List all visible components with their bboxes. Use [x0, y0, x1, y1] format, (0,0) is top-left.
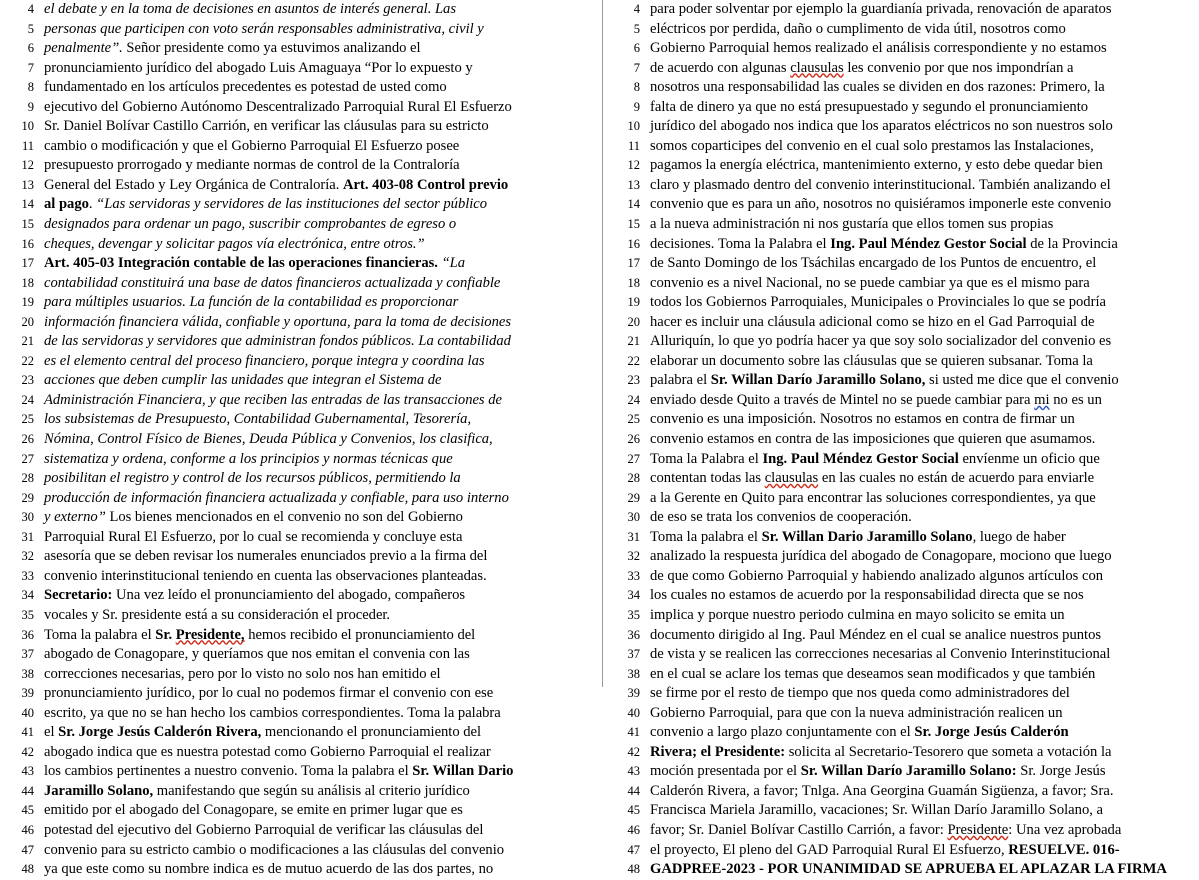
text-line: [4, 528, 600, 548]
line-number: 27: [627, 451, 640, 466]
line-text: el debate y en la toma de decisiones en asuntos de interés general. Las: [44, 1, 456, 17]
line-number: 11: [627, 138, 640, 153]
text-line: [610, 567, 1199, 587]
line-number: 25: [21, 412, 34, 427]
line-number: 9: [633, 99, 640, 114]
text-line: [4, 762, 600, 782]
text-line: [610, 20, 1199, 40]
text-line: [4, 39, 600, 59]
line-text: Alluriquín, lo que yo podría hacer ya que soy solo socializador del convenio es: [650, 333, 1112, 350]
text-line: [4, 59, 600, 79]
text-line: [4, 743, 600, 763]
text-line: [4, 293, 600, 313]
line-number: 15: [21, 217, 34, 232]
line-number: 38: [627, 666, 640, 681]
line-number: 44: [627, 783, 640, 798]
line-number: 19: [21, 295, 34, 310]
line-text: es el elemento central del proceso financiero, porque integra y coordina las: [44, 352, 485, 369]
line-text: de las servidoras y servidores que administran fondos públicos. La contabilidad: [44, 333, 511, 350]
text-line: [610, 117, 1199, 137]
line-text: Calderón Rivera, a favor; Tnlga. Ana Georgina Guamán Sigüenza, a favor; Sra.: [650, 782, 1114, 799]
text-line: [610, 782, 1199, 802]
text-line: [610, 235, 1199, 255]
line-number: 46: [627, 822, 640, 837]
text-line: [610, 59, 1199, 79]
line-number: 43: [627, 764, 640, 779]
line-number: 44: [21, 783, 34, 798]
text-line: [4, 567, 600, 587]
text-line: [610, 684, 1199, 704]
line-number: 5: [27, 21, 34, 36]
line-number: 16: [21, 236, 34, 251]
line-text: moción presentada por el Sr. Willan Darío Jaramillo Solano: Sr. Jorge Jesús: [650, 763, 1106, 780]
line-text: Toma la Palabra el Ing. Paul Méndez Gestor Social envíenme un oficio que: [650, 450, 1100, 467]
line-text: posibilitan el registro y control de los recursos públicos, permitiendo la: [44, 470, 461, 487]
line-text: fundamentado en los artículos precedentes es potestad de usted como: [44, 79, 447, 96]
text-line: [4, 704, 600, 724]
text-line: [4, 508, 600, 528]
line-text: falta de dinero ya que no está presupuestado y segundo el pronunciamiento: [650, 98, 1089, 115]
text-line: [4, 235, 600, 255]
line-text: Secretario: Una vez leído el pronunciamiento del abogado, compañeros: [44, 587, 466, 604]
right-text-column: [600, 0, 1199, 878]
text-line: [4, 801, 600, 821]
text-line: [610, 352, 1199, 372]
line-text: producción de información financiera actualizada y confiable, para uso interno: [44, 489, 509, 506]
line-text: el Sr. Jorge Jesús Calderón Rivera, mencionando el pronunciamiento del: [44, 724, 482, 741]
line-text: convenio estamos en contra de las imposiciones que quieren que asumamos.: [650, 431, 1096, 448]
line-text: convenio que es para un año, nosotros no quisiéramos imponerle este convenio: [650, 196, 1112, 213]
text-line: [610, 78, 1199, 98]
text-line: [610, 626, 1199, 646]
line-text: documento dirigido al Ing. Paul Méndez en el cual se analice nuestros puntos: [650, 626, 1102, 643]
line-number: 47: [627, 842, 640, 857]
text-line: [4, 274, 600, 294]
text-line: [4, 450, 600, 470]
text-line: [4, 0, 600, 20]
text-line: [610, 332, 1199, 352]
line-text: todos los Gobiernos Parroquiales, Municipales o Provinciales lo que se podría: [650, 294, 1106, 311]
text-line: [4, 489, 600, 509]
line-number: 17: [627, 256, 640, 271]
line-text: enviado desde Quito a través de Mintel no se puede cambiar para mi no es un: [650, 391, 1102, 408]
line-number: 8: [633, 80, 640, 95]
text-line: [610, 410, 1199, 430]
line-number: 39: [21, 686, 34, 701]
text-line: [4, 469, 600, 489]
line-text: a la nueva administración ni nos gustaría que ellos tomen sus propias: [650, 216, 1054, 233]
text-line: [610, 156, 1199, 176]
line-number: 7: [27, 60, 34, 75]
line-number: 4: [633, 2, 640, 16]
line-number: 43: [21, 764, 34, 779]
line-text: decisiones. Toma la Palabra el Ing. Paul Méndez Gestor Social de la Provincia: [650, 235, 1118, 252]
line-number: 13: [21, 177, 34, 192]
text-line: [4, 821, 600, 841]
line-number: 22: [627, 353, 640, 368]
text-line: [610, 821, 1199, 841]
text-line: [610, 98, 1199, 118]
line-text: abogado indica que es nuestra potestad como Gobierno Parroquial el realizar: [44, 743, 491, 760]
line-text: convenio para su estricto cambio o modificaciones a las cláusulas del convenio: [44, 841, 505, 858]
line-number: 26: [627, 432, 640, 447]
line-number: 33: [627, 568, 640, 583]
text-line: [4, 860, 600, 880]
line-text: para poder solventar por ejemplo la guardianía privada, renovación de aparatos: [650, 1, 1112, 17]
line-number: 4: [27, 2, 34, 16]
line-text: de vista y se realicen las correcciones necesarias al Convenio Interinstitucional: [650, 646, 1111, 663]
line-number: 30: [21, 510, 34, 525]
line-text: presupuesto prorrogado y mediante normas de control de la Contraloría: [44, 157, 460, 174]
line-number: 8: [27, 80, 34, 95]
line-text: cambio o modificación y que el Gobierno Parroquial El Esfuerzo posee: [44, 137, 460, 154]
line-text: el proyecto, El pleno del GAD Parroquial Rural El Esfuerzo, RESUELVE. 016-: [650, 841, 1120, 858]
line-text: eléctricos por perdida, daño o cumplimento de vida útil, nosotros como: [650, 20, 1066, 37]
line-text: Sr. Daniel Bolívar Castillo Carrión, en verificar las cláusulas para su estricto: [44, 118, 489, 135]
line-number: 31: [21, 529, 34, 544]
line-text: analizado la respuesta jurídica del abogado de Conagopare, mociono que luego: [650, 548, 1112, 565]
text-line: [4, 684, 600, 704]
line-number: 40: [627, 705, 640, 720]
line-text: para múltiples usuarios. La función de la contabilidad es proporcionar: [44, 294, 459, 311]
line-text: en el cual se aclare los temas que deseamos sean modificados y que también: [650, 665, 1096, 682]
line-text: asesoría que se deben revisar los numerales enunciados previo a la firma del: [44, 548, 488, 565]
line-number: 6: [633, 41, 640, 56]
text-line: [4, 645, 600, 665]
line-number: 12: [21, 158, 34, 173]
line-text: al pago. “Las servidoras y servidores de las instituciones del sector público: [44, 196, 488, 213]
text-line: [4, 156, 600, 176]
line-number: 25: [627, 412, 640, 427]
text-line: [4, 371, 600, 391]
text-line: [610, 274, 1199, 294]
line-text: convenio a largo plazo conjuntamente con el Sr. Jorge Jesús Calderón: [650, 724, 1069, 741]
line-text: información financiera válida, confiable y oportuna, para la toma de decisiones: [44, 313, 511, 330]
text-line: [4, 606, 600, 626]
line-number: 19: [627, 295, 640, 310]
line-number: 36: [627, 627, 640, 642]
line-number: 22: [21, 353, 34, 368]
text-line: [610, 586, 1199, 606]
line-number: 14: [21, 197, 34, 212]
line-number: 18: [627, 275, 640, 290]
line-number: 39: [627, 686, 640, 701]
line-text: pagamos la energía eléctrica, mantenimiento externo, y esto debe quedar bien: [650, 157, 1103, 174]
line-number: 24: [627, 392, 640, 407]
line-number: 18: [21, 275, 34, 290]
right-line-list: [610, 0, 1199, 880]
line-number: 41: [627, 725, 640, 740]
text-line: [610, 469, 1199, 489]
line-number: 24: [21, 392, 34, 407]
text-line: [4, 626, 600, 646]
text-line: [610, 137, 1199, 157]
line-text: Toma la palabra el Sr. Presidente, hemos recibido el pronunciamiento del: [44, 626, 476, 643]
text-line: [610, 606, 1199, 626]
line-text: Toma la palabra el Sr. Willan Dario Jaramillo Solano, luego de haber: [650, 528, 1066, 545]
text-line: [610, 215, 1199, 235]
text-line: [4, 723, 600, 743]
line-number: 13: [627, 177, 640, 192]
text-line: [610, 665, 1199, 685]
text-line: [610, 293, 1199, 313]
line-number: 45: [21, 803, 34, 818]
line-number: 33: [21, 568, 34, 583]
line-text: personas que participen con voto serán responsables administrativa, civil y: [44, 20, 484, 37]
line-text: cheques, devengar y solicitar pagos vía electrónica, entre otros.”: [44, 235, 425, 252]
line-number: 29: [627, 490, 640, 505]
line-number: 21: [627, 334, 640, 349]
line-text: correcciones necesarias, pero por lo visto no solo nos han emitido el: [44, 665, 441, 682]
line-number: 5: [633, 21, 640, 36]
text-line: [610, 430, 1199, 450]
text-line: [610, 528, 1199, 548]
line-number: 20: [627, 314, 640, 329]
text-line: [4, 391, 600, 411]
text-line: [4, 586, 600, 606]
line-number: 28: [627, 471, 640, 486]
line-number: 48: [627, 862, 640, 877]
line-text: Parroquial Rural El Esfuerzo, por lo cual se recomienda y concluye esta: [44, 528, 463, 545]
line-text: hacer es incluir una cláusula adicional como se hizo en el Gad Parroquial de: [650, 313, 1095, 330]
left-line-list: [4, 0, 600, 880]
text-line: [4, 782, 600, 802]
text-line: [4, 78, 600, 98]
text-line: [4, 410, 600, 430]
text-line: [610, 743, 1199, 763]
line-number: 47: [21, 842, 34, 857]
line-text: contentan todas las clausulas en las cuales no están de acuerdo para enviarle: [650, 470, 1095, 487]
line-text: contabilidad constituirá una base de datos financieros actualizada y confiable: [44, 274, 501, 291]
line-text: convenio es a nivel Nacional, no se puede cambiar ya que es el mismo para: [650, 274, 1090, 291]
line-text: se firme por el resto de tiempo que nos queda como administradores del: [650, 685, 1070, 702]
line-number: 37: [627, 647, 640, 662]
line-number: 26: [21, 432, 34, 447]
line-number: 27: [21, 451, 34, 466]
line-number: 10: [627, 119, 640, 134]
line-number: 14: [627, 197, 640, 212]
line-number: 35: [627, 607, 640, 622]
line-number: 28: [21, 471, 34, 486]
line-number: 31: [627, 529, 640, 544]
text-line: [4, 841, 600, 861]
text-line: [4, 665, 600, 685]
text-line: [610, 371, 1199, 391]
text-line: [610, 860, 1199, 880]
line-text: pronunciamiento jurídico, por lo cual no podemos firmar el convenio con ese: [44, 685, 494, 702]
line-text: pronunciamiento jurídico del abogado Luis Amaguaya “Por lo expuesto y: [44, 59, 473, 76]
text-line: [4, 313, 600, 333]
text-line: [610, 195, 1199, 215]
line-number: 11: [21, 138, 34, 153]
text-line: [4, 98, 600, 118]
line-text: de eso se trata los convenios de cooperación.: [650, 509, 912, 526]
line-text: abogado de Conagopare, y queríamos que nos emitan el convenia con las: [44, 646, 470, 663]
text-line: [4, 547, 600, 567]
line-text: Francisca Mariela Jaramillo, vacaciones; Sr. Willan Darío Jaramillo Solano, a: [650, 802, 1104, 819]
line-number: 46: [21, 822, 34, 837]
line-text: Gobierno Parroquial hemos realizado el análisis correspondiente y no estamos: [650, 40, 1107, 57]
line-number: 36: [21, 627, 34, 642]
line-number: 37: [21, 647, 34, 662]
line-number: 20: [21, 314, 34, 329]
line-text: de Santo Domingo de los Tsáchilas encargado de los Puntos de encuentro, el: [650, 255, 1097, 272]
text-line: [610, 391, 1199, 411]
text-line: [4, 176, 600, 196]
line-text: convenio es una imposición. Nosotros no estamos en contra de firmar un: [650, 411, 1075, 428]
line-text: elaborar un documento sobre las cláusulas que se quieren subsanar. Toma la: [650, 352, 1093, 369]
line-text: los subsistemas de Presupuesto, Contabilidad Gubernamental, Tesorería,: [44, 411, 472, 428]
text-line: [4, 332, 600, 352]
line-text: Administración Financiera, y que reciben las entradas de las transacciones de: [44, 391, 502, 408]
line-number: 6: [27, 41, 34, 56]
line-text: escrito, ya que no se han hecho los cambios correspondientes. Toma la palabra: [44, 704, 501, 721]
text-line: [610, 313, 1199, 333]
line-text: convenio interinstitucional teniendo en cuenta las observaciones planteadas.: [44, 567, 487, 584]
line-text: los cambios pertinentes a nuestro convenio. Toma la palabra el Sr. Willan Dario: [44, 763, 514, 780]
line-text: General del Estado y Ley Orgánica de Contraloría. Art. 403-08 Control previo: [44, 176, 509, 193]
text-line: [610, 450, 1199, 470]
line-number: 38: [21, 666, 34, 681]
line-text: GADPREE-2023 - POR UNANIMIDAD SE APRUEBA EL APLAZAR LA FIRMA: [650, 861, 1167, 878]
line-text: palabra el Sr. Willan Darío Jaramillo Solano, si usted me dice que el convenio: [650, 372, 1119, 389]
line-number: 30: [627, 510, 640, 525]
line-number: 23: [21, 373, 34, 388]
text-line: [610, 547, 1199, 567]
line-number: 32: [21, 549, 34, 564]
line-number: 48: [21, 862, 34, 877]
line-number: 15: [627, 217, 640, 232]
text-line: [610, 0, 1199, 20]
line-number: 35: [21, 607, 34, 622]
text-line: [4, 430, 600, 450]
text-line: [610, 645, 1199, 665]
line-number: 12: [627, 158, 640, 173]
line-text: acciones que deben cumplir las unidades que integran el Sistema de: [44, 372, 442, 389]
line-number: 32: [627, 549, 640, 564]
line-text: emitido por el abogado del Conagopare, se emite en primer lugar que es: [44, 802, 463, 819]
line-text: claro y plasmado dentro del convenio interinstitucional. También analizando el: [650, 176, 1111, 193]
line-text: de acuerdo con algunas clausulas les convenio por que nos impondrían a: [650, 59, 1074, 76]
line-number: 45: [627, 803, 640, 818]
line-text: y externo” Los bienes mencionados en el convenio no son del Gobierno: [44, 509, 463, 526]
text-line: [4, 117, 600, 137]
text-line: [4, 195, 600, 215]
line-text: ejecutivo del Gobierno Autónomo Descentralizado Parroquial Rural El Esfuerzo: [44, 98, 512, 115]
line-text: a la Gerente en Quito para encontrar las soluciones correspondientes, ya que: [650, 489, 1096, 506]
line-number: 9: [27, 99, 34, 114]
line-number: 7: [633, 60, 640, 75]
line-text: Rivera; el Presidente: solicita al Secretario-Tesorero que someta a votación la: [650, 743, 1112, 760]
line-text: de que como Gobierno Parroquial y habiendo analizado algunos artículos con: [650, 567, 1104, 584]
text-line: [610, 723, 1199, 743]
line-number: 16: [627, 236, 640, 251]
line-number: 17: [21, 256, 34, 271]
text-line: [4, 215, 600, 235]
text-line: [610, 254, 1199, 274]
text-line: [610, 489, 1199, 509]
line-number: 40: [21, 705, 34, 720]
line-text: favor; Sr. Daniel Bolívar Castillo Carrión, a favor: Presidente: Una vez aprobada: [650, 821, 1122, 838]
line-text: vocales y Sr. presidente está a su consideración el proceder.: [44, 606, 391, 623]
line-text: Art. 405-03 Integración contable de las operaciones financieras. “La: [44, 255, 466, 272]
text-line: [4, 352, 600, 372]
line-text: sistematiza y ordena, conforme a los principios y normas técnicas que: [44, 450, 453, 467]
line-number: 29: [21, 490, 34, 505]
line-text: nosotros una responsabilidad las cuales se dividen en dos razones: Primero, la: [650, 79, 1105, 96]
line-text: jurídico del abogado nos indica que los aparatos eléctricos no son nuestros solo: [650, 118, 1113, 135]
line-text: Jaramillo Solano, manifestando que según su análisis al criterio jurídico: [44, 782, 470, 799]
line-number: 34: [627, 588, 640, 603]
line-number: 34: [21, 588, 34, 603]
text-line: [610, 176, 1199, 196]
line-text: designados para ordenar un pago, suscribir comprobantes de egreso o: [44, 216, 457, 233]
line-text: ya que este como su nombre indica es de mutuo acuerdo de las dos partes, no: [44, 861, 494, 878]
line-number: 21: [21, 334, 34, 349]
text-line: [610, 704, 1199, 724]
text-line: [610, 39, 1199, 59]
line-text: Nómina, Control Físico de Bienes, Deuda Pública y Convenios, los clasifica,: [44, 431, 493, 448]
line-text: implica y porque nuestro periodo culmina en mayo solicito se emita un: [650, 606, 1065, 623]
line-number: 42: [627, 744, 640, 759]
left-text-column: [0, 0, 600, 878]
line-number: 10: [21, 119, 34, 134]
text-line: [4, 254, 600, 274]
line-number: 41: [21, 725, 34, 740]
line-text: potestad del ejecutivo del Gobierno Parroquial de verificar las cláusulas del: [44, 821, 484, 838]
line-text: los cuales no estamos de acuerdo por la responsabilidad directa que se nos: [650, 587, 1084, 604]
line-text: somos coparticipes del convenio en el cual solo prestamos las Instalaciones,: [650, 137, 1094, 154]
text-line: [610, 841, 1199, 861]
text-line: [610, 762, 1199, 782]
text-line: [610, 508, 1199, 528]
line-number: 42: [21, 744, 34, 759]
text-line: [4, 137, 600, 157]
line-text: penalmente”. Señor presidente como ya estuvimos analizando el: [44, 40, 421, 57]
text-line: [4, 20, 600, 40]
line-number: 23: [627, 373, 640, 388]
line-text: Gobierno Parroquial, para que con la nueva administración realicen un: [650, 704, 1063, 721]
text-line: [610, 801, 1199, 821]
